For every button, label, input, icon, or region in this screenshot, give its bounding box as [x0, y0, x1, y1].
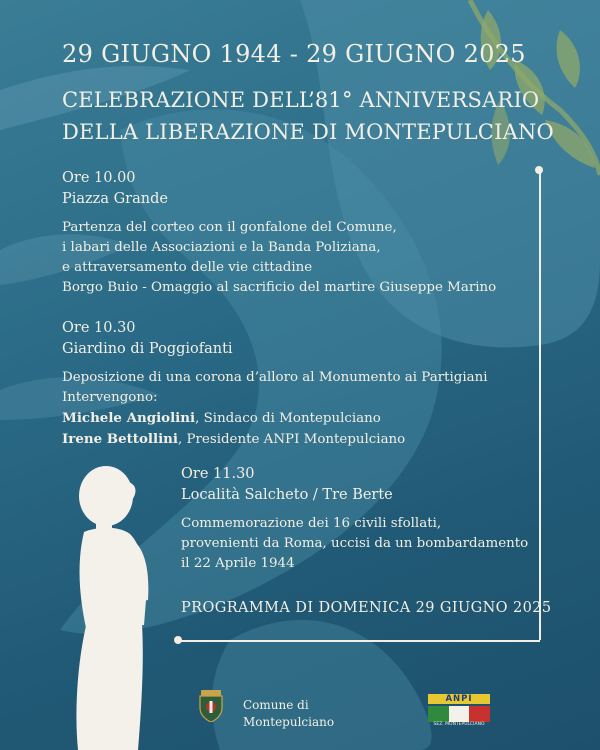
comune-crest-icon	[198, 690, 224, 722]
event-line: Partenza del corteo con il gonfalone del Comune,	[62, 220, 397, 235]
comune-name	[243, 697, 334, 731]
page-title-line1: CELEBRAZIONE DELL’81° ANNIVERSARIO	[62, 88, 540, 112]
event-place: Piazza Grande	[62, 191, 168, 207]
event-line: Borgo Buio - Omaggio al sacrificio del martire Giuseppe Marino	[62, 280, 497, 295]
event-2	[62, 318, 488, 450]
anpi-title: ANPI	[428, 694, 490, 704]
comune-line2: Montepulciano	[243, 715, 335, 729]
anpi-subtitle: SEZ. MONTEPULCIANO	[433, 722, 485, 727]
anpi-logo	[428, 694, 490, 730]
event-dates: 29 GIUGNO 1944 - 29 GIUGNO 2025	[62, 40, 526, 68]
frame-dot-bottom	[174, 636, 182, 644]
frame-line-vertical	[539, 170, 541, 640]
event-1	[62, 168, 496, 298]
italian-flag-icon	[428, 706, 490, 722]
comune-line1: Comune di	[243, 698, 309, 712]
event-line: Deposizione di una corona d’alloro al Monumento ai Partigiani	[62, 370, 488, 385]
page-title-line2: DELLA LIBERAZIONE DI MONTEPULCIANO	[62, 120, 554, 144]
event-line: Commemorazione dei 16 civili sfollati,	[181, 516, 442, 531]
frame-dot-top	[535, 166, 543, 174]
event-line: il 22 Aprile 1944	[181, 556, 295, 571]
event-time: Ore 10.30	[62, 320, 136, 336]
frame-line-horizontal	[178, 640, 540, 642]
event-time: Ore 10.00	[62, 170, 136, 186]
event-line: Intervengono:	[62, 390, 158, 405]
speaker-role: , Sindaco di Montepulciano	[195, 411, 381, 426]
event-time: Ore 11.30	[181, 466, 255, 482]
event-line: i labari delle Associazioni e la Banda Poliziana,	[62, 240, 381, 255]
speaker-name: Michele Angiolini	[62, 410, 196, 426]
event-line: e attraversamento delle vie cittadine	[62, 260, 313, 275]
event-place: Giardino di Poggiofanti	[62, 341, 233, 357]
speaker-name: Irene Bettollini	[62, 431, 178, 447]
event-place: Località Salcheto / Tre Berte	[181, 487, 393, 503]
speaker-2	[62, 429, 488, 450]
event-line: provenienti da Roma, uccisi da un bombardamento	[181, 536, 529, 551]
speaker-1	[62, 408, 488, 429]
speaker-role: , Presidente ANPI Montepulciano	[177, 432, 406, 447]
event-3	[181, 464, 528, 574]
program-label: PROGRAMMA DI DOMENICA 29 GIUGNO 2025	[181, 600, 552, 616]
child-silhouette-icon	[58, 460, 168, 750]
